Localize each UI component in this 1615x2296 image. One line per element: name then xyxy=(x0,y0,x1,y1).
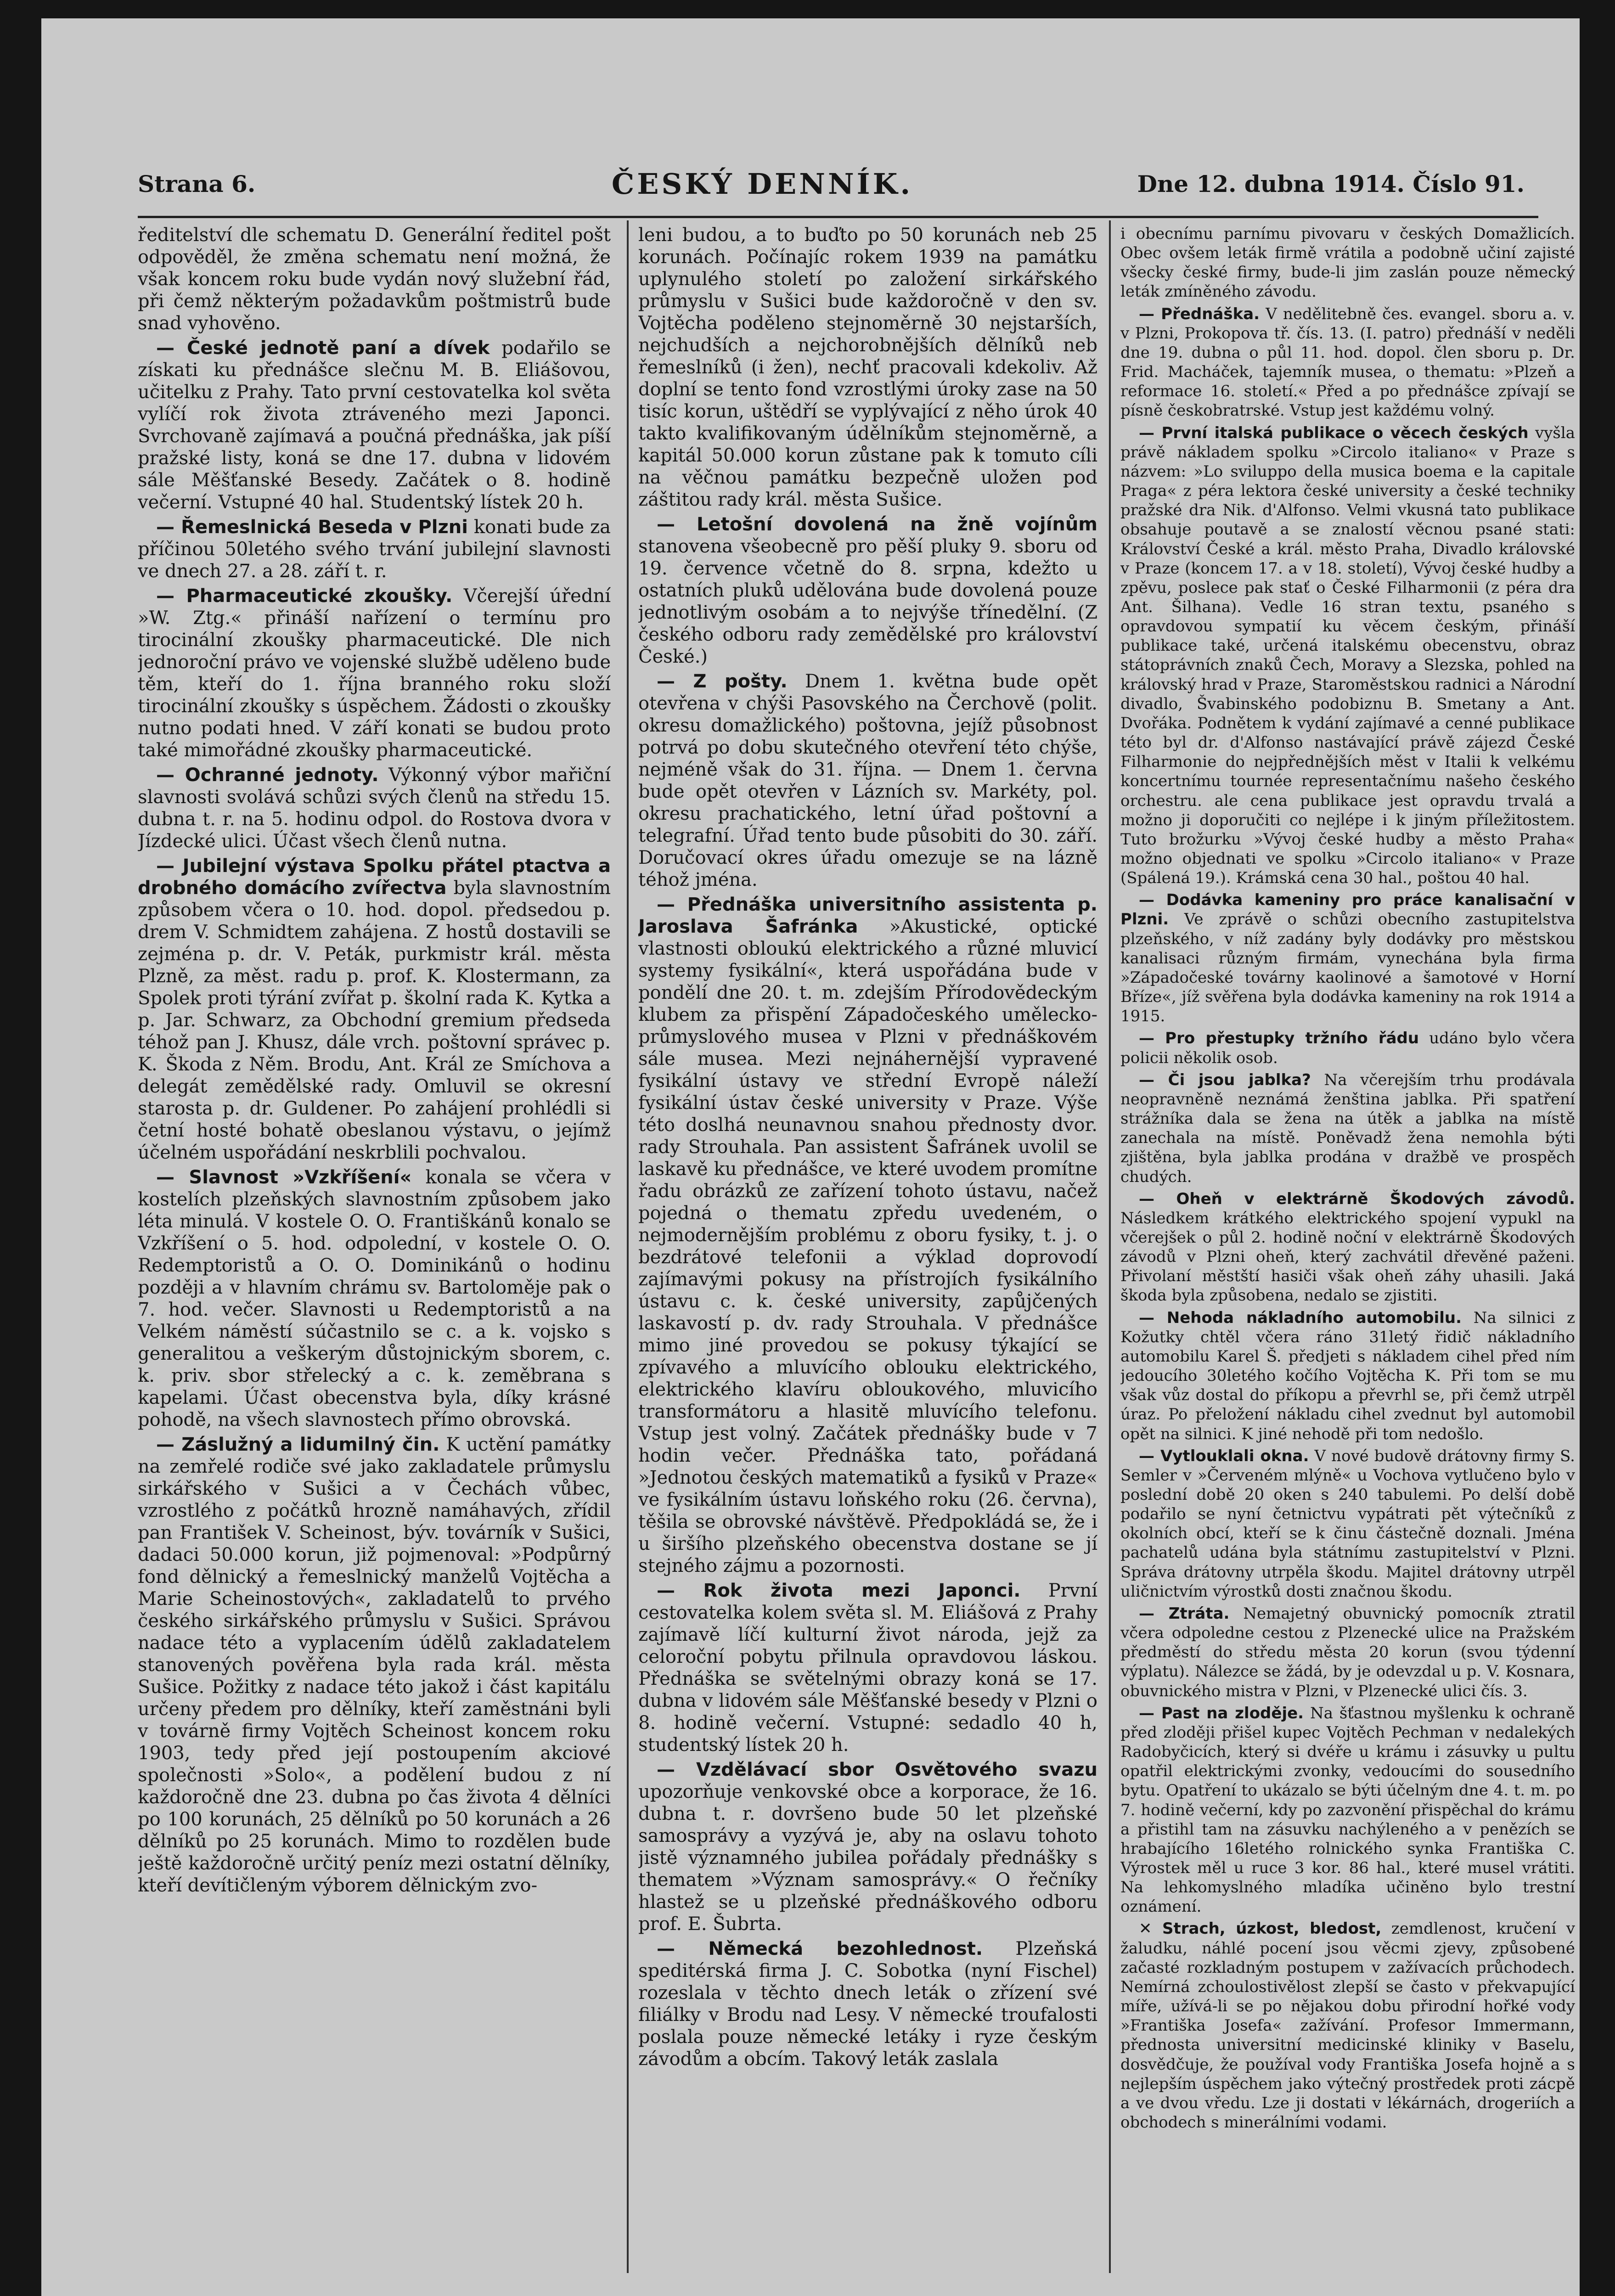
article-headline: ✕ Strach, úzkost, bledost, xyxy=(1139,1919,1382,1938)
article-paragraph xyxy=(1120,423,1575,888)
article-body: i obecnímu parnímu pivovaru v českých Domažlicích. Obec ovšem leták firmě vrátila a podobně učiní zajisté všecky české firmy, bude-li jim zaslán pouze německý leták zmíněného závodu. xyxy=(1120,225,1575,301)
column-divider xyxy=(627,220,629,2273)
column-divider xyxy=(1109,220,1111,2273)
article-paragraph xyxy=(638,670,1097,891)
article-body: Včerejší úřední »W. Ztg.« přináší nařízení o termínu pro tirocinální zkoušky pharmaceutické. Dle nich jednoroční právo ve vojenské službě uděleno bude těm, kteří do 1. října branného roku složí tirocinální zkoušky s úspěchem. Žádosti o zkoušky nutno podati hned. V září konati se budou proto také mimořádné zkoušky pharmaceutické. xyxy=(138,585,611,761)
article-body: Nemajetný obuvnický pomocník ztratil včera odpoledne cestou z Plzenecké ulice na Pražském předměstí do středu města 20 korun (svou týdenní výplatu). Nálezce se žádá, by je odevzdal u p. V. Kosnara, obuvnického mistra v Plzni, v Plzenecké ulici čís. 3. xyxy=(1120,1604,1575,1700)
article-body: Dnem 1. května bude opět otevřena v chýši Pasovského na Čerchově (polit. okresu domažlického) poštovna, jejíž působnost potrvá po dobu skutečného otevření této chýše, nejméně však do 31. října. — Dnem 1. června bude opět otevřen v Lázních sv. Markéty, pol. okresu prachatického, letní úřad poštovní a telegrafní. Úřad tento bude působiti do 30. září. Doručovací okres úřadu omezuje se na lázně téhož jména. xyxy=(638,671,1097,890)
article-body: byla slavnostním způsobem včera o 10. hod. dopol. předsedou p. drem V. Schmidtem zahájena. Z hostů dostavili se zejména p. dr. V. Peták, purkmistr král. města Plzně, za měst. radu p. prof. K. Klostermann, za Spolek proti týrání zvířat p. školní rada K. Kytka a p. Jar. Schwarz, za Obchodní gremium předseda téhož pan J. Khusz, dále vrch. poštovní správec p. K. Škoda z Něm. Brodu, Ant. Král ze Smíchova a delegát zemědělské rady. Omluvil se okresní starosta p. dr. Guldener. Po zahájení prohlédli si četní hosté bohatě obeslanou výstavu, o jejímž účelném uspořádání neskrblili pochvalou. xyxy=(138,878,611,1163)
masthead-title: ČESKÝ DENNÍK. xyxy=(611,167,913,201)
page-number: Strana 6. xyxy=(138,170,256,197)
article-headline: — Z pošty. xyxy=(657,671,788,692)
article-body: Ve zprávě o schůzi obecního zastupitelstva plzeňského, v níž zadány byly dodávky pro městskou kanalisaci různým firmám, vynechána byla firma »Západočeské továrny kaolinové a šamotové v Horní Bříze«, jíž svěřena byla dodávka kameniny na rok 1914 a 1915. xyxy=(1120,910,1575,1026)
article-headline: — Vzdělávací sbor Osvětového svazu xyxy=(657,1759,1097,1780)
article-paragraph xyxy=(638,1580,1097,1756)
article-headline: — Letošní dovolená na žně vojínům xyxy=(657,514,1097,535)
issue-date: Dne 12. dubna 1914. Číslo 91. xyxy=(1137,170,1525,197)
article-body: V nedělitebně čes. evangel. sboru a. v. v Plzni, Prokopova tř. čís. 13. (I. patro) přednáší v neděli dne 19. dubna o půl 11. hod. dopol. člen sboru p. Dr. Frid. Macháček, tajemník musea, o thematu: »Plzeň a reformace 16. století.« Před a po přednášce zpívají se písně českobratrské. Vstup jest každému volný. xyxy=(1120,304,1575,420)
article-paragraph xyxy=(1120,890,1575,1026)
article-paragraph xyxy=(1120,1704,1575,1917)
article-paragraph xyxy=(638,1938,1097,2070)
article-body: Výkonný výbor mařiční slavnosti svolává schůzi svých členů na středu 15. dubna t. r. na 5. hodinu odpol. do Rostova dvora v Jízdecké ulici. Účast všech členů nutna. xyxy=(138,765,611,852)
article-paragraph xyxy=(138,224,611,334)
article-paragraph xyxy=(138,1166,611,1431)
article-body: zemdlenost, kručení v žaludku, náhlé pocení jsou věcmi zjevy, způsobené začasté rozkladným postupem v zažívacích průchodech. Nemírná zchoulostivělost zlepší se často v překvapující míře, užívá-li se po nějakou dobu přirodní hořké vody »Františka Josefa« zažívání. Profesor Immermann, přednosta universitní medicinské kliniky v Baselu, dosvědčuje, že používal vody Františka Josefa hojně a s nejlepším úspěchem jako výtečný prostředek proti zácpě a ve dvou vředu. Lze ji dostati v lékárnách, drogeriích a obchodech s minerálními vodami. xyxy=(1120,1919,1575,2132)
article-headline: — První italská publikace o věcech českých xyxy=(1139,423,1529,442)
article-paragraph xyxy=(1120,224,1575,302)
article-body: Na šťastnou myšlenku k ochraně před zloději přišel kupec Vojtěch Pechman v nedalekých Radobyčicích, který si dvéře u krámu i zásuvky u pultu opatřil elektrickými zvonky, vedoucími do sousedního bytu. Opatření to ukázalo se býti účelným dne 4. t. m. po 7. hodině večerní, kdy po zazvonění přispěchal do krámu a přistihl tam na zásuvku nachýleného a v penězích se hrabajícího 16letého rolnického synka Františka C. Výrostek měl u ruce 3 kor. 86 hal., které musel vrátiti. Na lehkomyslného mladíka učiněno bylo trestní oznámení. xyxy=(1120,1704,1575,1916)
article-headline: — Past na zloděje. xyxy=(1139,1704,1304,1722)
article-body: Následkem krátkého elektrického spojení vypukl na včerejšek o půl 2. hodině noční v elektrárně Škodových závodů v Plzni oheň, který zachvátil dřevěné paženi. Přivolaní městští hasiči však oheň záhy uhasili. Jaká škoda byla způsobena, nedalo se zjistiti. xyxy=(1120,1209,1575,1305)
article-headline: — Oheň v elektrárně Škodových závodů. xyxy=(1139,1189,1575,1208)
article-paragraph xyxy=(1120,1308,1575,1444)
article-body: »Akustické, optické vlastnosti obloukú elektrického a různé mluvicí systemy fysikální«, která uspořádána bude v pondělí dne 20. t. m. zdejším Přírodovědeckým klubem za přispění Západočeského umělecko-průmyslového musea v Plzni v přednáškovém sále musea. Mezi nejnáhernější vypravené fysikální ústavy ve střední Evropě náleží fysikální ústav české university v Praze. Výše této doslhá neunavnou snahou přednosty dvor. rady Strouhala. Pan assistent Šafránek uvolil se laskavě ku přednášce, ve které uvodem promítne řadu obrázků ze zařízení tohoto ústavu, načež pojedná o thematu zpředu uvedeném, o nejmodernějším problému z oboru fysiky, t. j. o bezdrátové telefonii a výklad doprovodí zajímavými pokusy na přístrojích fysikálního ústavu c. k. české university, zapůjčených laskavostí p. dv. rady Strouhala. V přednášce mimo jiné provedou se pokusy týkající se zpívavého a mluvícího oblouku elektrického, elektrického klavíru obloukového, mluvicího transformátoru a hlasitě mluvícího telefonu. Vstup jest volný. Začátek přednášky bude v 7 hodin večer. Přednáška tato, pořádaná »Jednotou českých matematiků a fysiků v Praze« ve fysikálním ústavu loňského roku (26. června), těšila se obrovské návštěvě. Předpokládá se, že i u širšího plzeňského obecenstva dostane se jí stejného zájmu a pozornosti. xyxy=(638,916,1097,1576)
article-body: stanovena všeobecně pro pěší pluky 9. sboru od 19. července včetně do 8. srpna, kdežto u ostatních pluků udělována bude dovolená pouze jednotlivým osobám a to nejvýše třínedělní. (Z českého odboru rady zemědělské pro království České.) xyxy=(638,536,1097,667)
article-paragraph xyxy=(138,516,611,582)
article-headline: — Jubilejní výstava Spolku přátel ptactva a drobného domácího zvířectva xyxy=(138,855,611,899)
article-headline: — Vytlouklali okna. xyxy=(1139,1446,1309,1465)
article-headline: — České jednotě paní a dívek xyxy=(156,338,490,359)
article-headline: — Přednáška universitního assistenta p. Jaroslava Šafránka xyxy=(638,894,1097,937)
article-paragraph xyxy=(638,513,1097,668)
article-body: Na silnici z Kožutky chtěl včera ráno 31letý řidič nákladního automobilu Karel Š. předjeti s nákladem cihel před ním jedoucího 30letého kočího Vojtěcha K. Při tom se mu však vůz dostal do příkopu a převrhl se, při čemž utrpěl úraz. Po přeložení nákladu cihel zvednut byl automobil opět na silnici. K jiné nehodě při tom nedošlo. xyxy=(1120,1308,1575,1443)
article-headline: — Slavnost »Vzkříšení« xyxy=(156,1167,412,1188)
article-body: V nové budově drátovny firmy S. Semler v »Červeném mlýně« u Vochova vytlučeno bylo v poslední době 20 oken s 240 tabulemi. Po delší době podařilo se nyní četnictvu vypátrati pět výtečníků z okolních obcí, kteří se k činu částečně doznali. Jména pachatelů udána byla státnímu zastupitelství v Plzni. Správa drátovny utrpěla škodu. Majitel drátovny utrpěl uličnictvím výrostků dosti značnou škodu. xyxy=(1120,1446,1575,1601)
article-paragraph xyxy=(138,337,611,513)
article-headline: — Německá bezohlednost. xyxy=(657,1938,983,1959)
article-paragraph xyxy=(638,894,1097,1577)
article-paragraph xyxy=(138,764,611,852)
article-paragraph xyxy=(138,585,611,761)
article-headline: — Přednáška. xyxy=(1139,304,1260,323)
column-3 xyxy=(1120,224,1575,2272)
article-body: Na včerejším trhu prodávala neopravněně neznámá ženština jablka. Při spatření strážníka dala se žena na útěk a jablka na místě zanechala na místě. Poněvadž žena nemohla býti zjištěna, byla jablka prodána v dražbě ve prospěch chudých. xyxy=(1120,1070,1575,1186)
article-paragraph xyxy=(1120,304,1575,421)
article-headline: — Ztráta. xyxy=(1139,1604,1230,1623)
article-headline: — Či jsou jablka? xyxy=(1139,1070,1311,1089)
article-body: První cestovatelka kolem světa sl. M. Eliášová z Prahy zajímavě líčí kulturní život národa, jejž za celoroční pobytu přilnula opravdovou láskou. Přednáška se světelnými obrazy koná se 17. dubna v lidovém sále Měšťanské besedy v Plzni o 8. hodině večerní. Vstupné: sedadlo 40 h, studentský lístek 20 h. xyxy=(638,1580,1097,1756)
article-headline: — Dodávka kameniny pro práce kanalisační v Plzni. xyxy=(1120,891,1575,929)
article-body: leni budou, a to buďto po 50 korunách neb 25 korunách. Počínajíc rokem 1939 na památku uplynulého století po založení sirkářského průmyslu v Sušici bude každoročně v den sv. Vojtěcha poděleno stejnoměrně 30 nejstarších, nejchudších a nejchorobnějších dělníků neb řemeslníků (i žen), nechť pracovali kdekoliv. Až doplní se tento fond vzrostlými úroky zase na 50 tisíc korun, uštědří se vyplývající z něho úrok 40 takto kvalifikovaným údělníkům stejnoměrně, a kapitál 50.000 korun zůstane pak k tomuto cíli na věčnou památku bezpečně uložen pod záštitou rady král. města Sušice. xyxy=(638,225,1097,510)
article-body: ředitelství dle schematu D. Generální ředitel pošt odpověděl, že změna schematu není možná, že však koncem roku bude vydán nový služební řád, při čemž některým požadavkům poštmistrů bude snad vyhověno. xyxy=(138,225,611,334)
header-rule xyxy=(138,216,1538,218)
article-paragraph xyxy=(138,1434,611,1896)
article-body: upozorňuje venkovské obce a korporace, že 16. dubna t. r. dovršeno bude 50 let plzeňské samosprávy a vyzývá je, aby na oslavu tohoto jistě významného jubilea pořádaly přednášky s thematem »Význam samosprávy.« O řečníky hlastež se u plzeňské přednáškového odboru prof. E. Šubrta. xyxy=(638,1781,1097,1935)
article-body: konala se včera v kostelích plzeňských slavnostním způsobem jako léta minulá. V kostele O. O. Františkánů konalo se Vzkříšení o 5. hod. odpolední, v kostele O. O. Redemptoristů a O. O. Dominikánů o hodinu později a v hlavním chrámu sv. Bartoloměje pak o 7. hod. večer. Slavnosti u Redemptoristů a na Velkém náměstí súčastnilo se c. a k. vojsko s generalitou a veškerým důstojnickým sborem, c. k. priv. sbor střelecký a c. k. zeměbrana s kapelami. Účast obecenstva byla, díky krásné pohodě, na všech slavnostech přímo obrovská. xyxy=(138,1167,611,1430)
article-headline: — Pharmaceutické zkoušky. xyxy=(156,585,453,607)
article-body: vyšla právě nákladem spolku »Circolo italiano« v Praze s názvem: »Lo sviluppo della musica boema e la capitale Praga« z péra lektora české university a české techniky pražské dra Nik. d'Alfonso. Velmi vkusná tato publikace obsahuje poutavě a se znalostí věcnou psané stati: Království České a král. město Praha, Divadlo královské v Praze (koncem 17. a v 18. století), Vývoj české hudby a zpěvu, poslece pak stať o České Filharmonii (z péra dra Ant. Šilhana). Vedle 16 stran textu, psaného s opravdovou sympatií ku věcem českým, přináší publikace také, určená italskému obecenstvu, obraz státoprávních znaků Čech, Moravy a Slezska, pohled na královský hrad v Praze, Staroměstskou radnici a Národní divadlo, Švabinského podobiznu B. Smetany a Ant. Dvořáka. Podnětem k vydání zajímavé a cenné publikace této byl dr. d'Alfonso nastávající právě zájezd České Filharmonie do nejpřednějších měst v Italii k velkému koncertnímu tournée representačnímu našeho českého orchestru. ale cena publikace jest opravdu trvalá a možno ji doporučiti co nejlépe i k jiným příležitostem. Tuto brožurku »Vývoj české hudby a město Praha« možno objednati ve spolku »Circolo italiano« v Praze (Spálená 19.). Krámská cena 30 hal., poštou 40 hal. xyxy=(1120,423,1575,888)
article-headline: — Záslužný a lidumilný čin. xyxy=(156,1434,440,1455)
article-headline: — Řemeslnická Beseda v Plzni xyxy=(156,517,468,538)
article-body: udáno bylo včera policii několik osob. xyxy=(1120,1029,1575,1067)
article-body: konati bude za příčinou 50letého svého trvání jubilejní slavnosti ve dnech 27. a 28. září t. r. xyxy=(138,517,611,582)
article-paragraph xyxy=(1120,1070,1575,1187)
column-1 xyxy=(138,224,611,2272)
article-body: K uctění památky na zemřelé rodiče své jako zakladatele průmyslu sirkářského v Sušici a v Čechách vůbec, vzrostlého z počátků hrozně namáhavých, zřídil pan František V. Scheinost, býv. továrník v Sušici, dadaci 50.000 korun, již pojmenoval: »Podpůrný fond dělnický a řemeslnický manželů Vojtěcha a Marie Scheinostových«, zakladatelů to prvého českého sirkářského průmyslu v Sušici. Správou nadace této a vyplacením údělů zakladatelem stanovených pověřena byla rada král. města Sušice. Požitky z nadace této jakož i část kapitálu určeny předem pro dělníky, kteří zaměstnáni byli v továrně firmy Vojtěch Scheinost koncem roku 1903, tedy před její postoupením akciové společnosti »Solo«, a podělení budou z ní každoročně dne 23. dubna po čas života 4 dělníci po 100 korunách, 25 dělníků po 50 korunách a 26 dělníků po 25 korunách. Mimo to rozdělen bude ještě každoročně určitý peníz mezi ostatní dělníky, kteří devítičleným výborem dělnickým zvo- xyxy=(138,1434,611,1896)
article-paragraph xyxy=(1120,1189,1575,1306)
article-body: podařilo se získati ku přednášce slečnu M. B. Eliášovou, učitelku z Prahy. Tato první cestovatelka kol světa vylíčí rok života ztráveného mezi Japonci. Svrchovaně zajímavá a poučná přednáška, jak píší pražské listy, koná se dne 17. dubna v lidovém sále Měšťanské Besedy. Začátek o 8. hodině večerní. Vstupné 40 hal. Studentský lístek 20 h. xyxy=(138,338,611,513)
article-paragraph xyxy=(138,855,611,1164)
article-paragraph xyxy=(638,1759,1097,1935)
article-paragraph xyxy=(1120,1919,1575,2132)
article-headline: — Pro přestupky tržního řádu xyxy=(1139,1029,1419,1048)
article-paragraph xyxy=(1120,1604,1575,1701)
article-paragraph xyxy=(638,224,1097,511)
article-paragraph xyxy=(1120,1446,1575,1601)
article-headline: — Ochranné jednoty. xyxy=(156,765,379,786)
article-paragraph xyxy=(1120,1029,1575,1067)
article-headline: — Nehoda nákladního automobilu. xyxy=(1139,1308,1462,1327)
page-header xyxy=(138,158,1525,209)
column-2 xyxy=(638,224,1097,2272)
article-headline: — Rok života mezi Japonci. xyxy=(657,1580,1021,1601)
article-body: Plzeňská speditérská firma J. C. Sobotka (nyní Fischel) rozeslala v těchto dnech leták o zřízení své filiálky v Brodu nad Lesy. V německé troufalosti poslala pouze německé letáky i ryze českým závodům a obcím. Takový leták zaslala xyxy=(638,1938,1097,2070)
